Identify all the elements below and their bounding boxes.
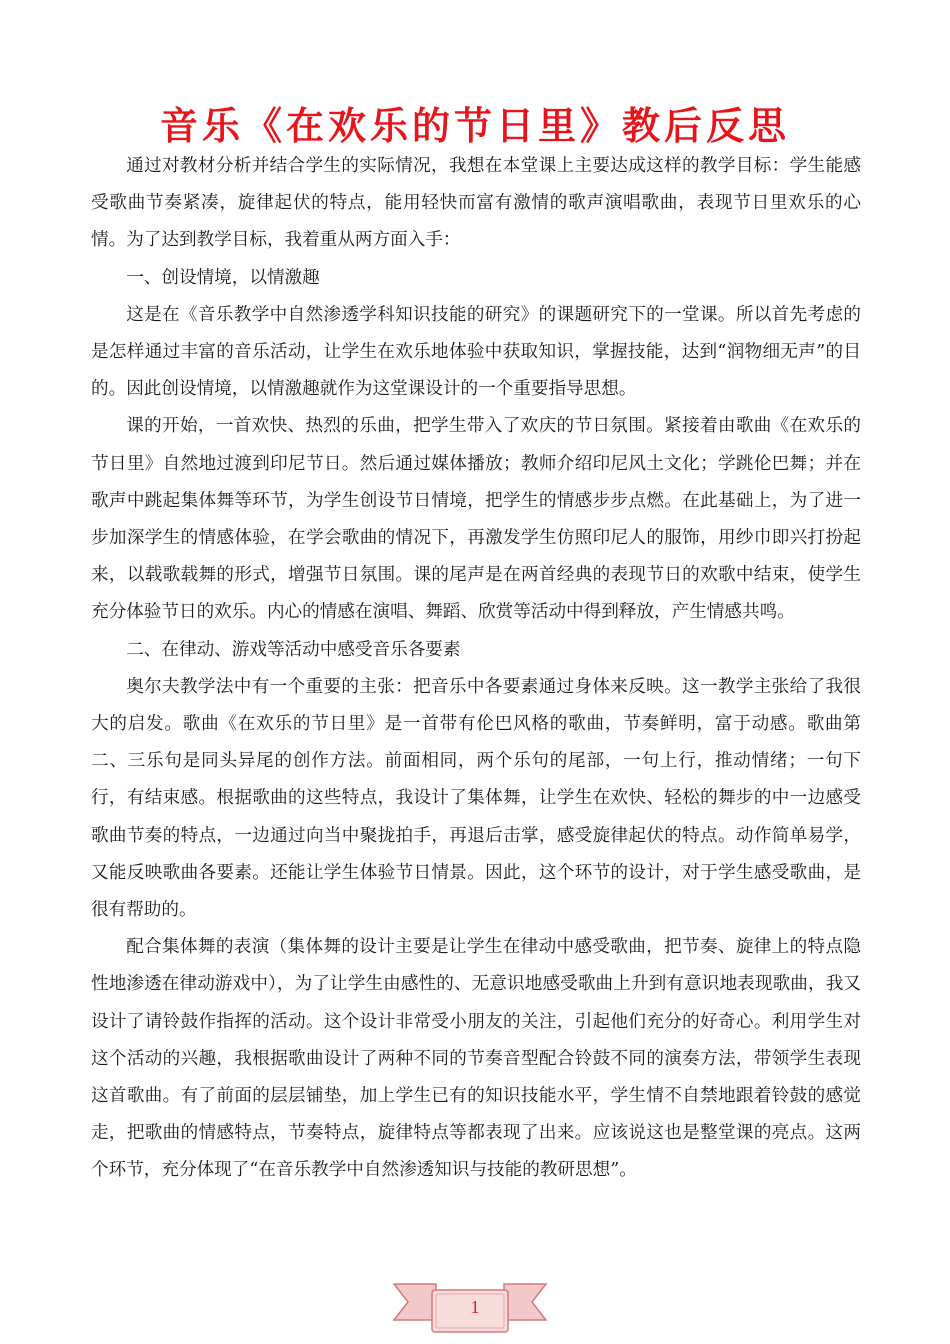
document-title: 音乐《在欢乐的节日里》教后反思	[159, 104, 790, 148]
paragraph-group-dance: 配合集体舞的表演（集体舞的设计主要是让学生在律动中感受歌曲，把节奏、旋律上的特点隐性地渗透在律动游戏中），为了让学生由感性的、无意识地感受歌曲上升到有意识地表现歌曲，我又设计了请铃鼓作指挥的活动。这个设计非常受小朋友的关注，引起他们充分的好奇心。利用学生对这个活动的兴趣，我根据歌曲设计了两种不同的节奏音型配合铃鼓不同的演奏方法，带领学生表现这首歌曲。有了前面的层层铺垫，加上学生已有的知识技能水平，学生情不自禁地跟着铃鼓的感觉走，把歌曲的情感特点，节奏特点，旋律特点等都表现了出来。应该说这也是整堂课的亮点。这两个环节，充分体现了“在音乐教学中自然渗透知识与技能的教研思想”。	[91, 937, 861, 1181]
section-heading-1: 一、创设情境，以情激趣	[126, 267, 320, 288]
paragraph-intro: 通过对教材分析并结合学生的实际情况，我想在本堂课上主要达成这样的教学目标：学生能感受歌曲节奏紧凑，旋律起伏的特点，能用轻快而富有激情的歌声演唱歌曲，表现节日里欢乐的心情。为了达到教学目标，我着重从两方面入手：	[91, 156, 861, 251]
paragraph-research-context: 这是在《音乐教学中自然渗透学科知识技能的研究》的课题研究下的一堂课。所以首先考虑的是怎样通过丰富的音乐活动，让学生在欢乐地体验中获取知识，掌握技能，达到“润物细无声”的目的。因此创设情境，以情激趣就作为这堂课设计的一个重要指导思想。	[91, 304, 861, 400]
page-number: 1	[470, 1297, 480, 1317]
paragraph-orff-method: 奥尔夫教学法中有一个重要的主张：把音乐中各要素通过身体来反映。这一教学主张给了我很大的启发。歌曲《在欢乐的节日里》是一首带有伦巴风格的歌曲，节奏鲜明，富于动感。歌曲第二、三乐句是同头异尾的创作方法。前面相同，两个乐句的尾部，一句上行，推动情绪；一句下行，有结束感。根据歌曲的这些特点，我设计了集体舞，让学生在欢快、轻松的舞步的中一边感受歌曲节奏的特点，一边通过向当中聚拢拍手，再退后击掌，感受旋律起伏的特点。动作简单易学，又能反映歌曲各要素。还能让学生体验节日情景。因此，这个环节的设计，对于学生感受歌曲，是很有帮助的。	[91, 676, 861, 921]
section-heading-2: 二、在律动、游戏等活动中感受音乐各要素	[126, 639, 461, 660]
document-body	[91, 148, 861, 1190]
paragraph-lesson-opening: 课的开始，一首欢快、热烈的乐曲，把学生带入了欢庆的节日氛围。紧接着由歌曲《在欢乐的节日里》自然地过渡到印尼节日。然后通过媒体播放；教师介绍印尼风土文化；学跳伦巴舞；并在歌声中跳起集体舞等环节，为学生创设节日情境，把学生的情感步步点燃。在此基础上，为了进一步加深学生的情感体验，在学会歌曲的情况下，再激发学生仿照印尼人的服饰，用纱巾即兴打扮起来，以载歌载舞的形式，增强节日氛围。课的尾声是在两首经典的表现节日的欢歌中结束，使学生充分体验节日的欢乐。内心的情感在演唱、舞蹈、欣赏等活动中得到释放，产生情感共鸣。	[91, 416, 861, 623]
